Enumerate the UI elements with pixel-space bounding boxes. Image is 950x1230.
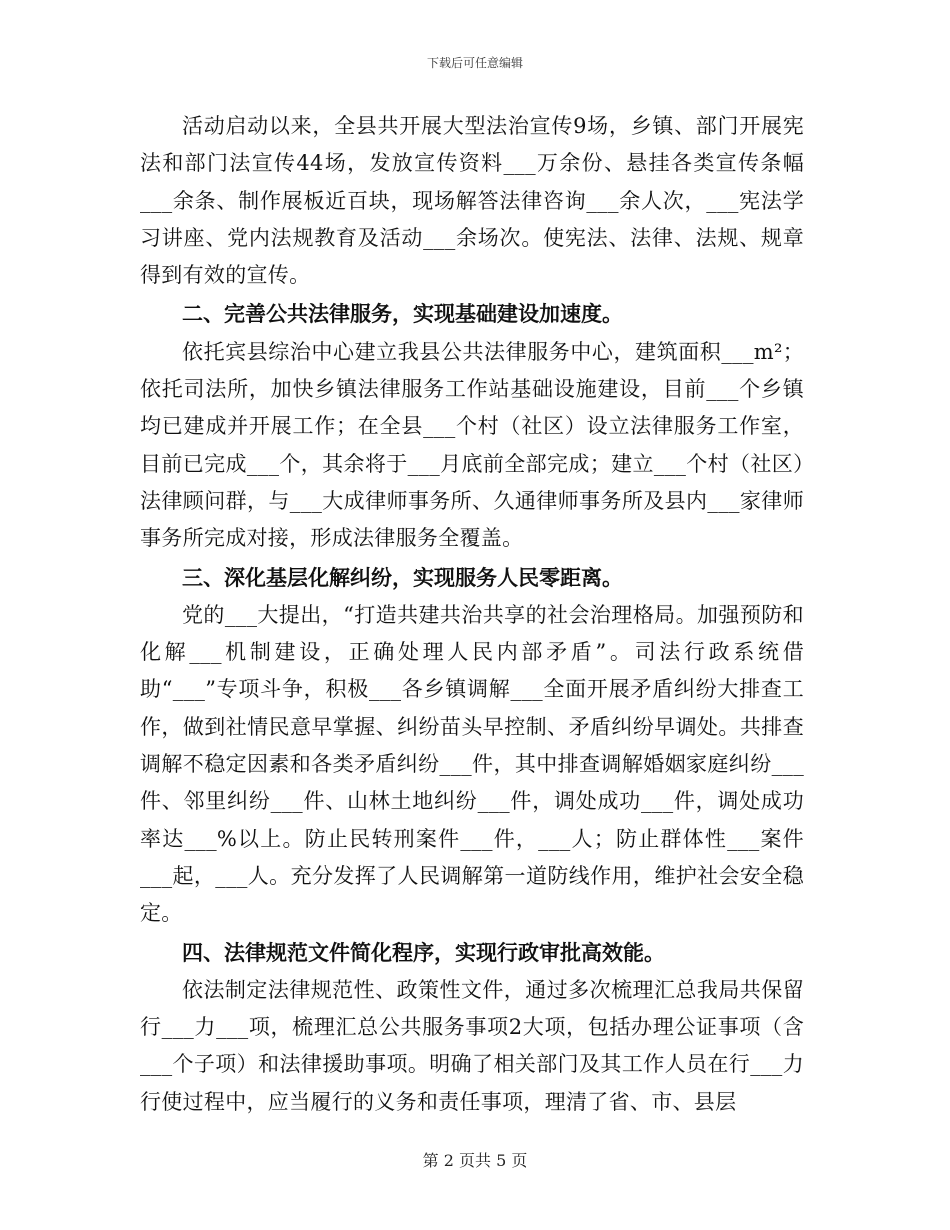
section-heading-3: 三、深化基层化解纠纷，实现服务人民零距离。 xyxy=(182,564,623,590)
section-heading-2: 二、完善公共法律服务，实现基础建设加速度。 xyxy=(182,301,623,327)
page-footer: 第 2 页共 5 页 xyxy=(422,1151,528,1170)
paragraph-administrative-approval: 依法制定法律规范性、政策性文件，通过多次梳理汇总我局共保留行___力___项，梳理汇总公共服务事项2大项，包括办理公证事项（含___个子项）和法律援助事项。明确了相关部门及其工作人员在行___力行使过程中，应当履行的义务和责任事项，理清了省、市、县层 xyxy=(140,977,804,1114)
paragraph-legal-services: 依托宾县综治中心建立我县公共法律服务中心，建筑面积___m²；依托司法所，加快乡镇法律服务工作站基础设施建设，目前___个乡镇均已建成并开展工作；在全县___个村（社区）设立法律服务工作室，目前已完成___个，其余将于___月底前全部完成；建立___个村（社区）法律顾问群，与___大成律师事务所、久通律师事务所及县内___家律师事务所完成对接，形成法律服务全覆盖。 xyxy=(140,339,804,551)
paragraph-publicity-results: 活动启动以来，全县共开展大型法治宣传9场，乡镇、部门开展宪法和部门法宣传44场，发放宣传资料___万余份、悬挂各类宣传条幅___余条、制作展板近百块，现场解答法律咨询___余人次，___宪法学习讲座、党内法规教育及活动___余场次。使宪法、法律、法规、规章得到有效的宣传。 xyxy=(140,114,804,288)
section-heading-4: 四、法律规范文件简化程序，实现行政审批高效能。 xyxy=(182,939,665,965)
document-body xyxy=(140,108,804,1121)
paragraph-dispute-mediation: 党的___大提出，“打造共建共治共享的社会治理格局。加强预防和化解___机制建设，正确处理人民内部矛盾”。司法行政系统借助“___”专项斗争，积极___各乡镇调解___全面开展矛盾纠纷大排查工作，做到社情民意早掌握、纠纷苗头早控制、矛盾纠纷早调处。共排查调解不稳定因素和各类矛盾纠纷___件，其中排查调解婚姻家庭纠纷___件、邻里纠纷___件、山林土地纠纷___件，调处成功___件，调处成功率达___%以上。防止民转刑案件___件，___人；防止群体性___案件___起，___人。充分发挥了人民调解第一道防线作用，维护社会安全稳定。 xyxy=(140,602,804,926)
page-header: 下载后可任意编辑 xyxy=(426,56,523,70)
